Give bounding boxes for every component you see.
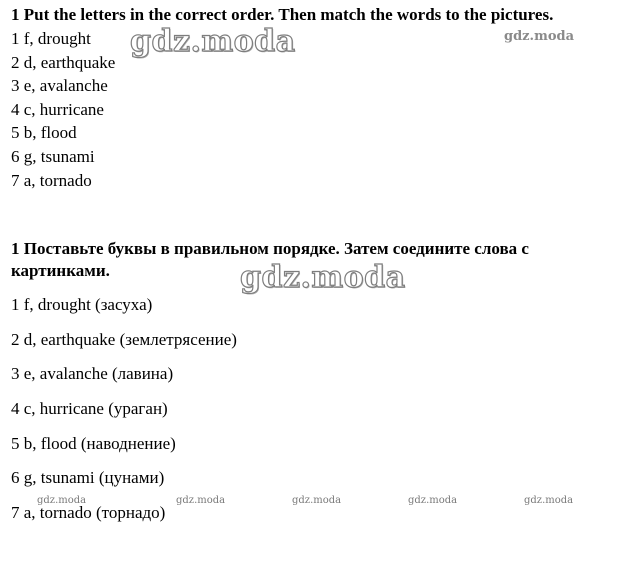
answer-item: 4 c, hurricane: [11, 99, 104, 119]
answer-item: 3 e, avalanche (лавина): [11, 364, 174, 384]
watermark-tiny: gdz.moda: [176, 495, 226, 506]
watermark-tiny: gdz.moda: [292, 495, 342, 506]
answer-item: 2 d, earthquake (землетрясение): [11, 329, 237, 349]
watermark-small: gdz.moda: [504, 29, 575, 44]
answer-item: 6 g, tsunami (цунами): [11, 468, 165, 488]
answer-item: 1 f, drought: [11, 29, 91, 48]
answer-item: 1 f, drought (засуха): [11, 295, 153, 314]
answer-item: 5 b, flood (наводнение): [11, 433, 176, 453]
answer-item: 5 b, flood: [11, 123, 77, 143]
watermark-tiny: gdz.moda: [408, 495, 458, 506]
answer-list-english: [11, 27, 115, 192]
answer-item: 6 g, tsunami: [11, 146, 95, 166]
answer-item: 7 a, tornado: [11, 170, 92, 190]
answer-item: 3 e, avalanche: [11, 76, 108, 96]
answer-item: 2 d, earthquake: [11, 52, 116, 72]
answer-item: 4 c, hurricane (ураган): [11, 399, 168, 419]
watermark-tiny: gdz.moda: [37, 495, 87, 506]
watermark-tiny: gdz.moda: [524, 495, 574, 506]
watermark-large: gdz.moda: [240, 260, 406, 295]
exercise-heading-russian: 1 Поставьте буквы в правильном порядке. Затем соедините слова с картинками.: [11, 239, 529, 280]
answer-item: 7 a, tornado (торнадо): [11, 503, 166, 523]
watermark-large: gdz.moda: [130, 24, 296, 59]
exercise-heading-english: 1 Put the letters in the correct order. Then match the words to the pictures.: [11, 5, 554, 24]
